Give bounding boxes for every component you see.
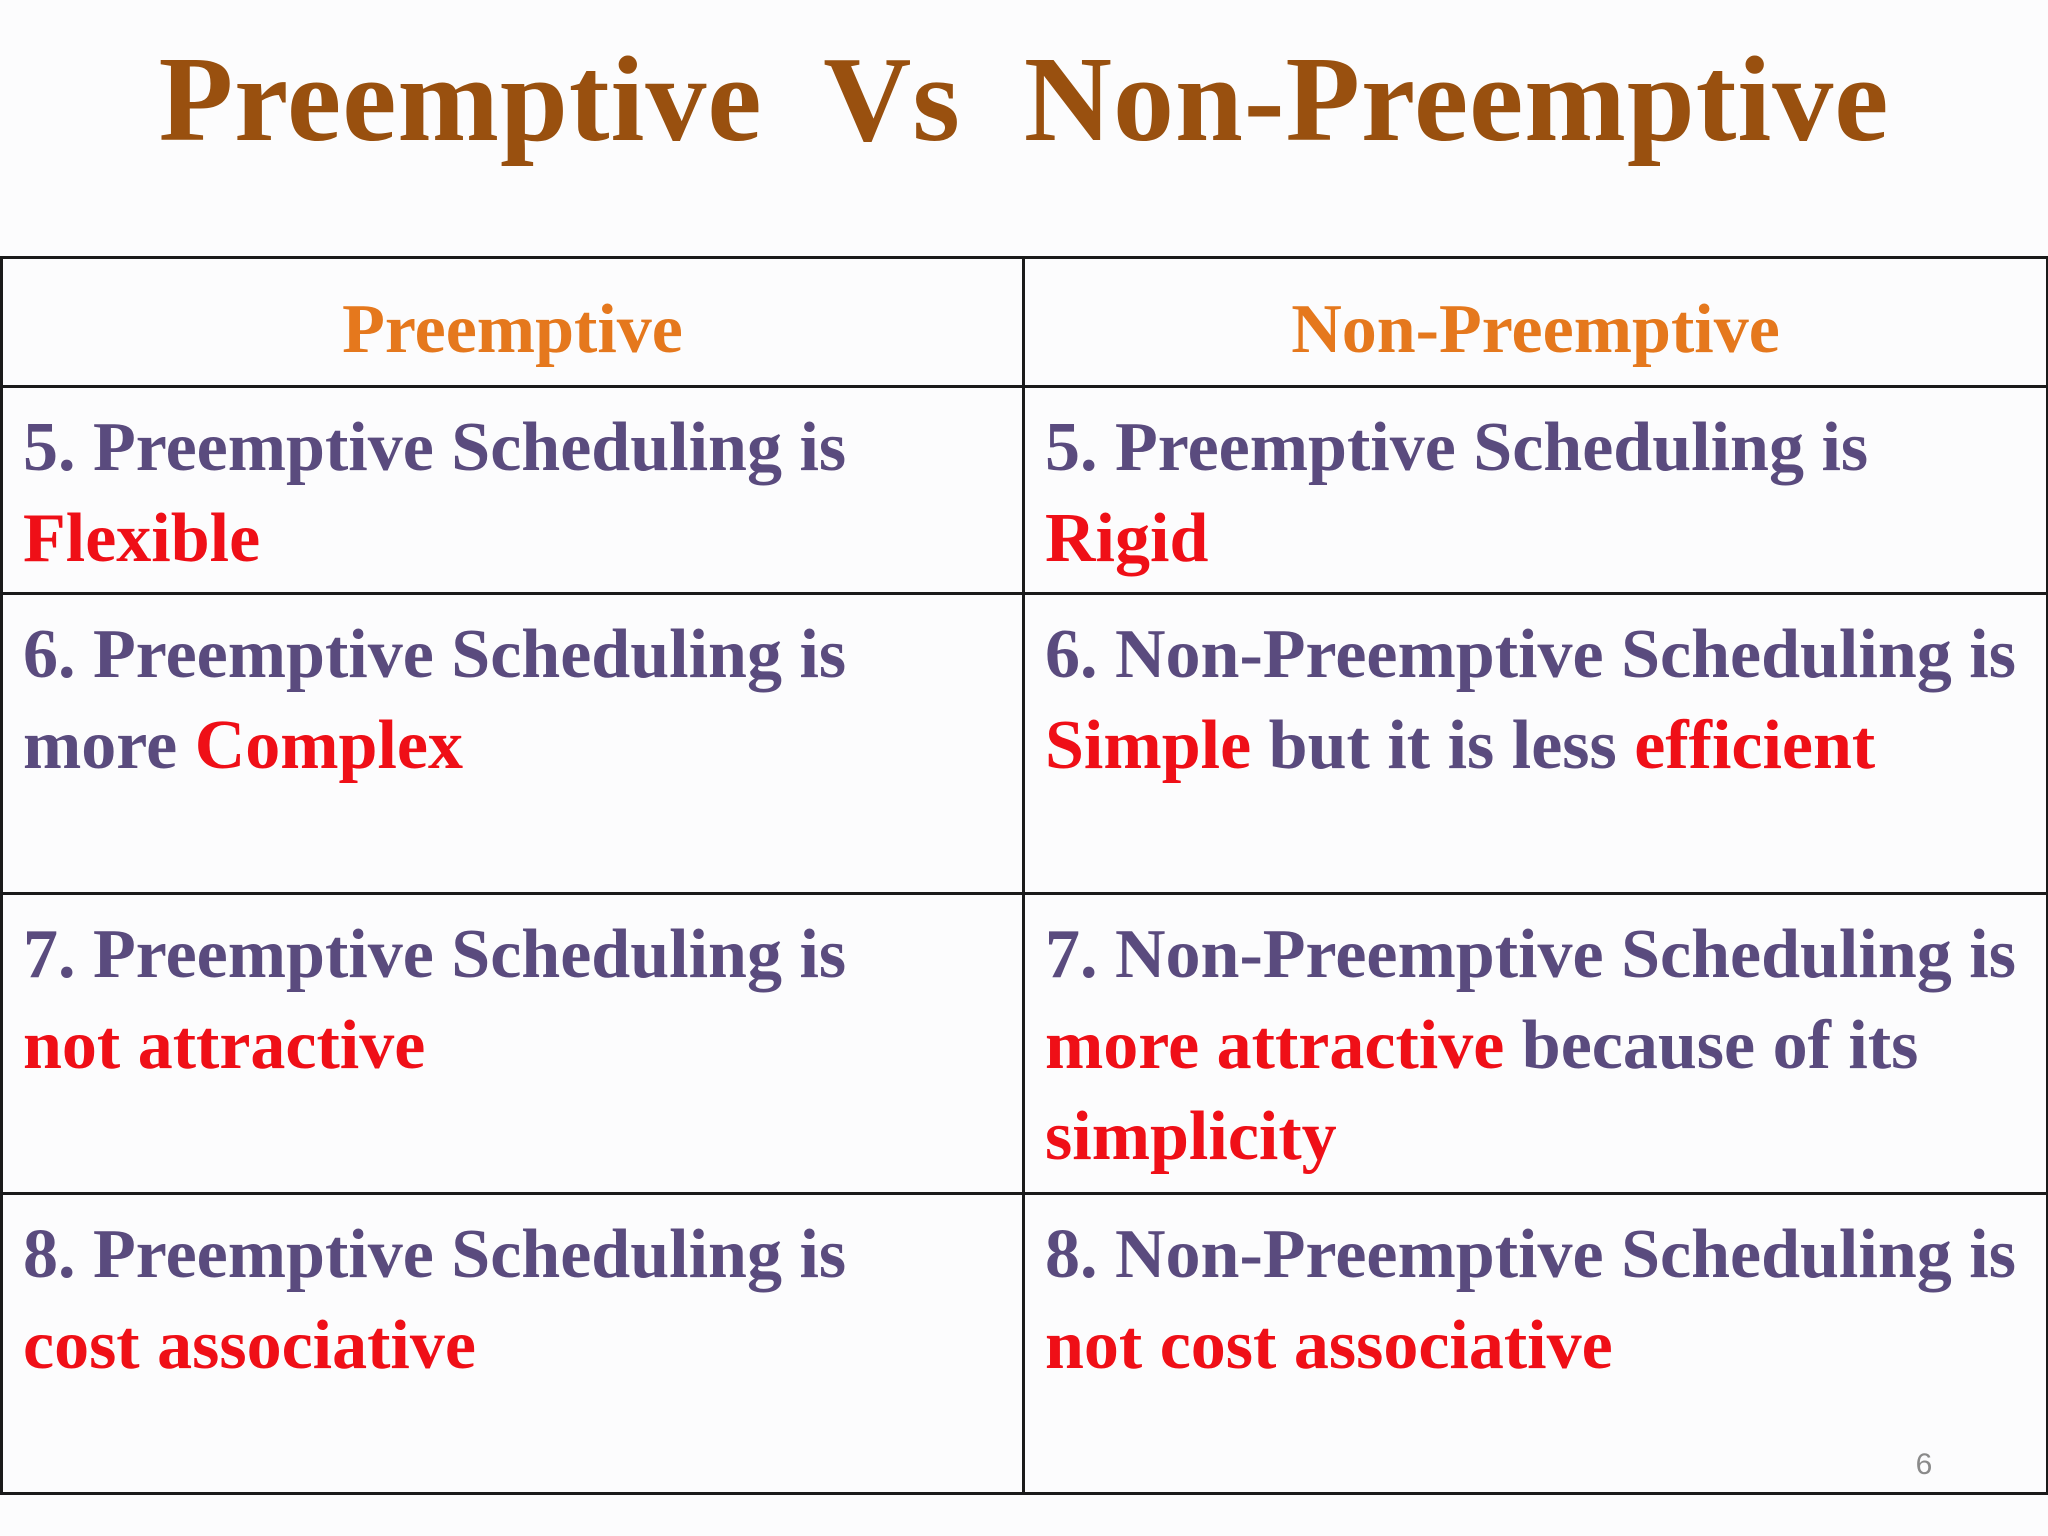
table-row xyxy=(2,594,2048,894)
cell-text: 8. Preemptive Scheduling is xyxy=(23,1216,847,1293)
cell-text-mid: but it is less xyxy=(1251,707,1635,784)
cell-text: 5. Preemptive Scheduling is xyxy=(23,409,847,486)
cell-preemptive xyxy=(2,1194,1024,1494)
page-number: 6 xyxy=(1915,1448,1933,1481)
header-non-preemptive: Non-Preemptive xyxy=(1024,258,2048,387)
cell-text: 8. Non-Preemptive Scheduling is xyxy=(1045,1216,2016,1293)
cell-text: 5. Preemptive Scheduling is xyxy=(1045,409,1869,486)
cell-non-preemptive xyxy=(1024,594,2048,894)
table-row xyxy=(2,387,2048,594)
cell-highlight: more attractive xyxy=(1045,1007,1505,1084)
table-row xyxy=(2,1194,2048,1494)
cell-text-mid: because of its xyxy=(1504,1007,1919,1084)
cell-highlight: not attractive xyxy=(23,1007,426,1084)
cell-text: 7. Non-Preemptive Scheduling is xyxy=(1045,916,2016,993)
comparison-table xyxy=(0,256,2048,1495)
cell-non-preemptive xyxy=(1024,1194,2048,1494)
slide-title: Preemptive Vs Non-Preemptive xyxy=(158,32,1890,167)
cell-non-preemptive xyxy=(1024,387,2048,594)
table-header-row xyxy=(2,258,2048,387)
cell-highlight: Complex xyxy=(194,707,463,784)
cell-highlight: cost associative xyxy=(23,1307,476,1384)
cell-highlight-2: simplicity xyxy=(1045,1098,1337,1175)
cell-preemptive xyxy=(2,894,1024,1194)
cell-preemptive xyxy=(2,594,1024,894)
cell-preemptive xyxy=(2,387,1024,594)
cell-text: 6. Preemptive Scheduling is more xyxy=(23,616,847,784)
cell-text: 6. Non-Preemptive Scheduling is xyxy=(1045,616,2016,693)
cell-text: 7. Preemptive Scheduling is xyxy=(23,916,847,993)
header-preemptive: Preemptive xyxy=(2,258,1024,387)
cell-highlight: Flexible xyxy=(23,500,261,577)
cell-non-preemptive xyxy=(1024,894,2048,1194)
cell-highlight: Rigid xyxy=(1045,500,1209,577)
cell-highlight: Simple xyxy=(1045,707,1252,784)
cell-highlight-2: efficient xyxy=(1634,707,1876,784)
cell-highlight: not cost associative xyxy=(1045,1307,1613,1384)
table-row xyxy=(2,894,2048,1194)
